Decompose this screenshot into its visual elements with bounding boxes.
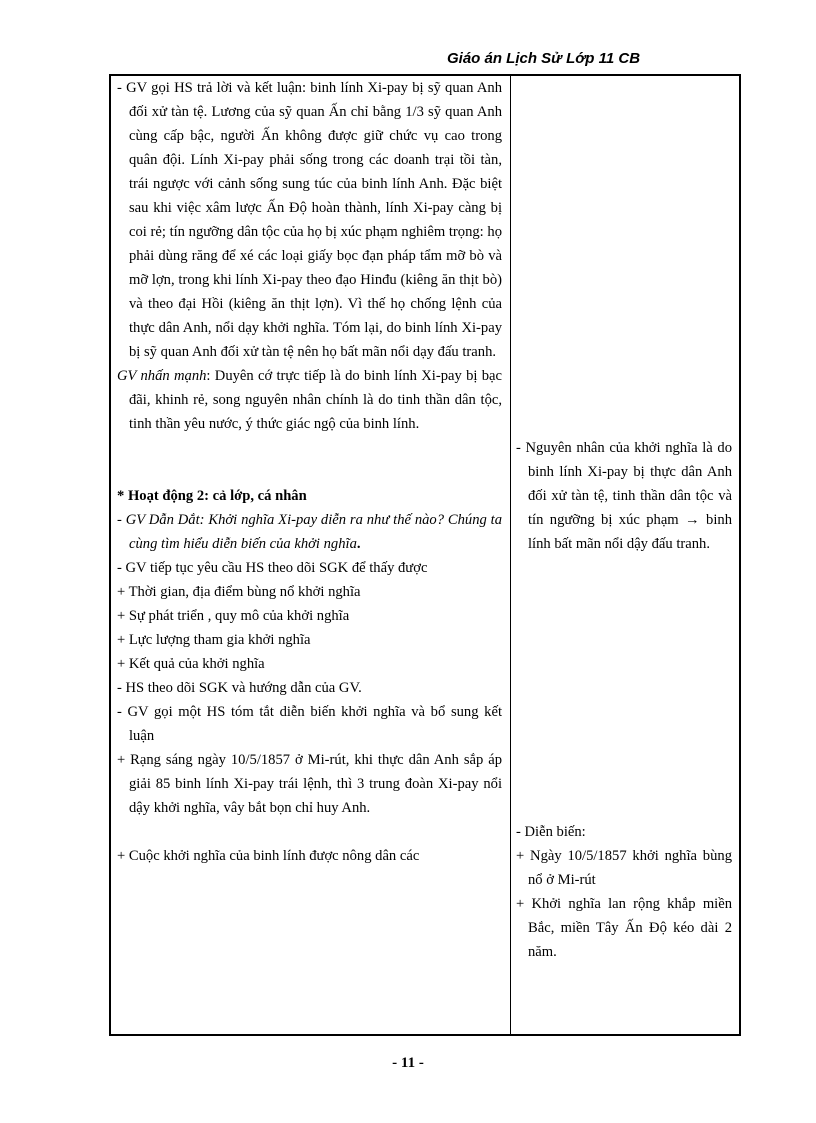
teacher-activities-column [117,76,502,868]
task-item: + Thời gian, địa điểm bùng nổ khởi nghĩa [117,584,361,600]
spacer [117,820,502,844]
developments-item: + Ngày 10/5/1857 khởi nghĩa bùng nổ ở Mi-rút [516,848,732,888]
emphasis-paragraph [117,364,502,436]
instruction-line: - GV tiếp tục yêu cầu HS theo dõi SGK để thấy được [117,560,428,576]
task-item: + Kết quả của khởi nghĩa [117,656,265,672]
student-line: - HS theo dõi SGK và hướng dẫn của GV. [117,680,362,696]
column-divider [510,76,511,1034]
page-header-title: Giáo án Lịch Sử Lớp 11 CB [447,50,641,67]
spacer [516,556,732,820]
spacer [516,76,732,436]
lesson-table [109,76,741,1036]
emphasis-text: : Duyên cớ trực tiếp là do binh lính Xi-pay bị bạc đãi, khinh rẻ, song nguyên nhân chính là do tinh thần dân tộc, tinh thần yêu nước, ý thức giác ngộ của binh lính. [129,368,502,432]
task-item: + Lực lượng tham gia khởi nghĩa [117,632,311,648]
event-paragraph: + Rạng sáng ngày 10/5/1857 ở Mi-rút, khi thực dân Anh sắp áp giải 85 binh lính Xi-pay trái lệnh, thì 3 trung đoàn Xi-pay nổi dậy khởi nghĩa, vây bắt bọn chỉ huy Anh. [117,752,502,816]
page-number: - 11 - [392,1055,424,1071]
developments-item: + Khởi nghĩa lan rộng khắp miền Bắc, miền Tây Ấn Độ kéo dài 2 năm. [516,896,732,960]
developments-heading: - Diễn biến: [516,824,586,840]
conclusion-paragraph: - GV gọi HS trả lời và kết luận: binh lính Xi-pay bị sỹ quan Anh đối xử tàn tệ. Lương của sỹ quan Ấn chỉ bằng 1/3 sỹ quan Anh cùng cấp bậc, người Ấn không được giữ chức vụ cao trong quân đội. Lính Xi-pay phải sống trong các doanh trại tồi tàn, trái ngược với cảnh sống sung túc của binh lính Anh. Đặc biệt sau khi việc xâm lược Ấn Độ hoàn thành, lính Xi-pay càng bị coi rẻ; tín ngưỡng dân tộc của họ bị xúc phạm nghiêm trọng: họ phải dùng răng để xé các loại giấy bọc đạn pháp tẩm mỡ bò và mỡ lợn, trong khi lính Xi-pay theo đạo Hinđu (kiêng ăn thịt bò) và theo đại Hồi (kiêng ăn thịt lợn). Vì thế họ chống lệnh của thực dân Anh, nổi dạy khởi nghĩa. Tóm lại, do binh lính Xi-pay bị sỹ quan Anh đối xử tàn tệ nên họ bất mãn nổi dạy đấu tranh. [117,80,502,360]
activity-2-title: * Hoạt động 2: cả lớp, cá nhân [117,488,307,504]
cause-summary: - Nguyên nhân của khởi nghĩa là do binh lính Xi-pay bị thực dân Anh đối xử tàn tệ, tinh thần dân tộc và tín ngưỡng bị xúc phạm → binh lính bất mãn nổi dậy đấu tranh. [516,440,732,552]
summary-request: - GV gọi một HS tóm tắt diễn biến khởi nghĩa và bổ sung kết luận [117,704,502,744]
lead-in-text: GV Dẫn Dắt: Khởi nghĩa Xi-pay diễn ra như thế nào? Chúng ta cùng tìm hiểu diễn biến của khởi nghĩa [125,512,502,552]
lead-in-period: . [356,536,361,552]
lead-in-prefix: - [117,512,126,528]
continuation-line: + Cuộc khởi nghĩa của binh lính được nông dân các [117,848,420,864]
knowledge-column [516,76,732,964]
spacer [117,436,502,484]
emphasis-label: GV nhấn mạnh [117,368,207,384]
task-item: + Sự phát triển , quy mô của khởi nghĩa [117,608,350,624]
lead-in-paragraph [117,508,502,556]
